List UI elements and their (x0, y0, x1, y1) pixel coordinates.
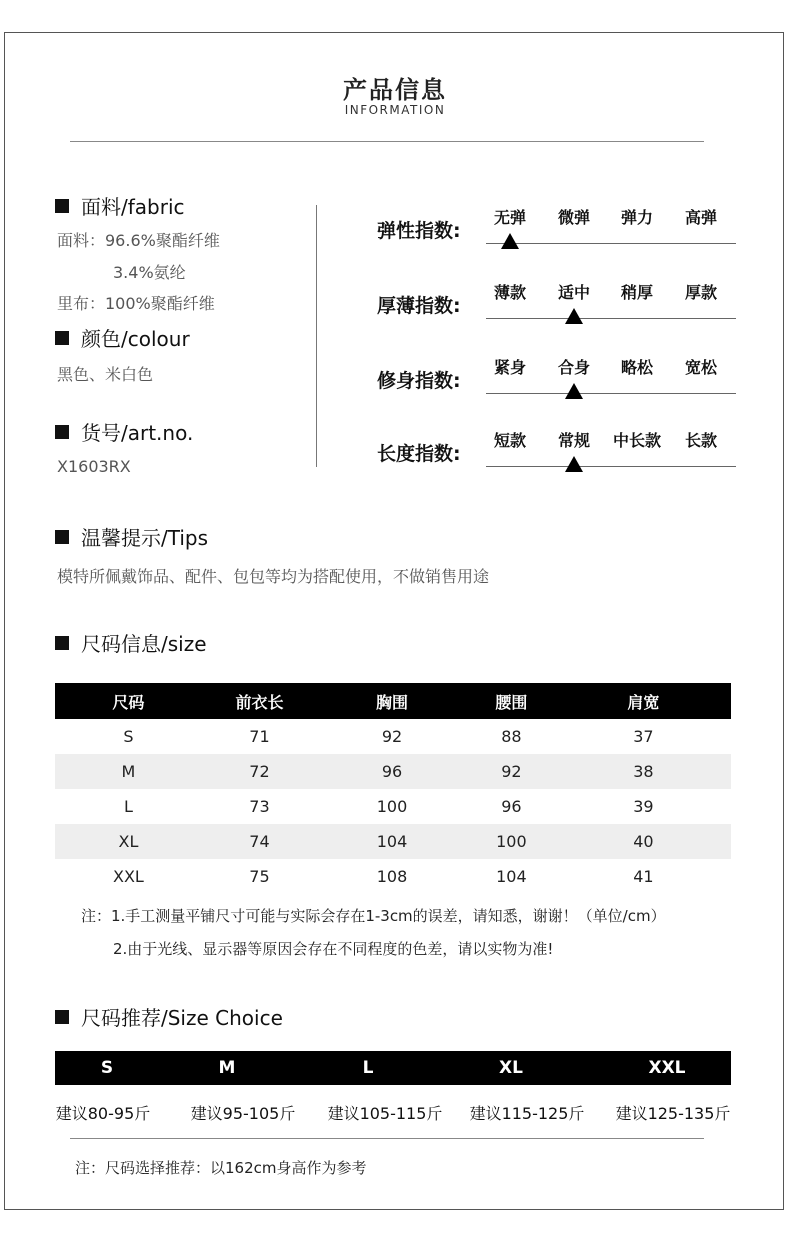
table-cell: 39 (633, 797, 654, 816)
triangle-marker-icon (565, 308, 583, 324)
tips-heading-text: 温馨提示/Tips (81, 526, 209, 550)
index-option: 略松 (620, 358, 653, 377)
index-option: 高弹 (684, 208, 717, 227)
index-label: 修身指数: (377, 370, 461, 392)
index-label: 厚薄指数: (377, 295, 461, 317)
table-cell: 92 (467, 754, 556, 789)
index-option: 常规 (557, 431, 590, 450)
index-scale-line (486, 466, 736, 467)
size-choice-label: M (218, 1058, 236, 1078)
column-header: 前衣长 (202, 683, 317, 719)
index-scale-line (486, 318, 736, 319)
page-subtitle: INFORMATION (344, 103, 446, 117)
square-bullet-icon (55, 1010, 69, 1024)
column-header: 肩宽 (556, 683, 731, 719)
index-option: 中长款 (612, 431, 661, 450)
size-choice-label: XXL (648, 1058, 686, 1078)
table-cell: 104 (317, 824, 467, 859)
table-cell: L (123, 797, 133, 816)
square-bullet-icon (55, 530, 69, 544)
column-header: 腰围 (467, 683, 556, 719)
size-choice-label: S (100, 1058, 114, 1078)
fabric-heading-text: 面料/fabric (81, 195, 185, 219)
table-cell: 108 (376, 867, 408, 886)
colour-heading-text: 颜色/colour (81, 327, 190, 351)
fabric-line-3: 里布：100%聚酯纤维 (57, 294, 215, 313)
table-cell: S (123, 727, 134, 746)
index-option: 合身 (557, 358, 590, 377)
index-option: 长款 (684, 431, 717, 450)
tips-heading (55, 522, 208, 551)
table-row (55, 754, 731, 789)
square-bullet-icon (55, 425, 69, 439)
index-label: 弹性指数: (377, 220, 461, 242)
index-option: 厚款 (684, 283, 717, 302)
square-bullet-icon (55, 199, 69, 213)
index-scale-line (486, 243, 736, 244)
table-row (55, 789, 731, 824)
table-cell: 88 (501, 727, 522, 746)
table-cell: 96 (317, 754, 467, 789)
size-choice-label: XL (499, 1058, 523, 1078)
index-option: 微弹 (557, 208, 590, 227)
column-header: 胸围 (317, 683, 467, 719)
table-cell: 71 (249, 727, 270, 746)
tips-text: 模特所佩戴饰品、配件、包包等均为搭配使用，不做销售用途 (57, 567, 490, 586)
table-row (55, 824, 731, 859)
table-cell: 100 (467, 824, 556, 859)
recommend-text: 建议115-125斤 (469, 1104, 585, 1123)
recommend-text: 建议105-115斤 (327, 1104, 443, 1123)
divider (70, 141, 704, 142)
colour-value: 黑色、米白色 (57, 365, 154, 384)
index-option: 弹力 (620, 208, 653, 227)
table-cell: 37 (633, 727, 654, 746)
index-option: 无弹 (493, 208, 526, 227)
size-choice-label: L (362, 1058, 374, 1078)
table-cell: 96 (501, 797, 522, 816)
fabric-line-1: 面料：96.6%聚酯纤维 (57, 231, 220, 250)
size-choice-note: 注：尺码选择推荐：以162cm身高作为参考 (75, 1159, 367, 1177)
table-cell: 104 (496, 867, 527, 886)
colour-heading (55, 323, 190, 352)
size-note-1: 注：1.手工测量平铺尺寸可能与实际会存在1-3cm的误差，请知悉，谢谢！（单位/cm） (81, 907, 666, 925)
index-option: 宽松 (684, 358, 717, 377)
size-choice-bar (55, 1051, 731, 1085)
fabric-heading (55, 191, 185, 220)
index-option: 适中 (557, 283, 590, 302)
size-table-header (55, 683, 731, 719)
page-title: 产品信息 (343, 76, 447, 104)
square-bullet-icon (55, 331, 69, 345)
recommend-text: 建议95-105斤 (190, 1104, 296, 1123)
size-note-2: 2.由于光线、显示器等原因会存在不同程度的色差，请以实物为准! (113, 940, 554, 958)
size-choice-heading-text: 尺码推荐/Size Choice (81, 1006, 283, 1030)
table-cell: 92 (381, 727, 403, 746)
artno-heading (55, 417, 193, 446)
table-cell: 38 (556, 754, 731, 789)
table-cell: 72 (202, 754, 317, 789)
triangle-marker-icon (565, 383, 583, 399)
table-cell: 75 (249, 867, 270, 886)
divider (70, 1138, 704, 1139)
index-label: 长度指数: (377, 443, 461, 465)
recommend-text: 建议80-95斤 (55, 1104, 151, 1123)
index-option: 紧身 (493, 358, 526, 377)
square-bullet-icon (55, 636, 69, 650)
size-info-heading-text: 尺码信息/size (81, 632, 207, 656)
size-table (55, 683, 731, 894)
column-divider (316, 205, 317, 467)
table-cell: 41 (633, 867, 654, 886)
table-cell: 40 (556, 824, 731, 859)
table-cell: 100 (376, 797, 408, 816)
index-option: 短款 (493, 431, 526, 450)
table-row (55, 719, 731, 754)
triangle-marker-icon (565, 456, 583, 472)
artno-value: X1603RX (57, 457, 131, 476)
fabric-line-2: 3.4%氨纶 (113, 263, 186, 282)
table-cell: 73 (249, 797, 270, 816)
artno-heading-text: 货号/art.no. (81, 421, 194, 445)
table-cell: XXL (113, 867, 144, 886)
table-cell: XL (55, 824, 202, 859)
index-option: 薄款 (493, 283, 526, 302)
recommend-text: 建议125-135斤 (615, 1104, 731, 1123)
table-cell: 74 (202, 824, 317, 859)
column-header: 尺码 (55, 683, 202, 719)
index-scale-line (486, 393, 736, 394)
index-option: 稍厚 (620, 283, 653, 302)
size-choice-heading (55, 1002, 283, 1031)
size-info-heading (55, 628, 207, 657)
table-cell: M (55, 754, 202, 789)
table-row (55, 859, 731, 894)
triangle-marker-icon (501, 233, 519, 249)
